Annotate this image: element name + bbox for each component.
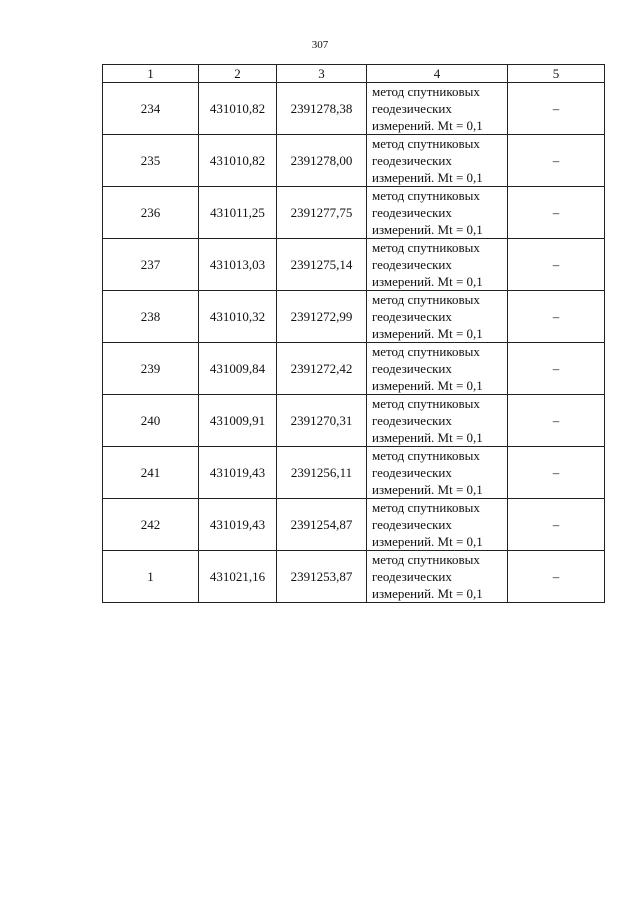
- header-col-2: 2: [199, 65, 277, 83]
- table-row: [103, 395, 605, 447]
- table-row: [103, 551, 605, 603]
- x-coordinate-cell: 431010,32: [199, 291, 277, 343]
- method-line: геодезических: [372, 413, 452, 428]
- table-header: [103, 65, 605, 83]
- method-line: измерений. Mt = 0,1: [372, 170, 483, 185]
- x-coordinate-cell: 431019,43: [199, 499, 277, 551]
- method-line: измерений. Mt = 0,1: [372, 534, 483, 549]
- note-cell: –: [508, 343, 605, 395]
- method-line: метод спутниковых: [372, 188, 480, 203]
- header-col-3: 3: [277, 65, 367, 83]
- y-coordinate-cell: 2391272,42: [277, 343, 367, 395]
- method-line: геодезических: [372, 101, 452, 116]
- method-line: измерений. Mt = 0,1: [372, 482, 483, 497]
- y-coordinate-cell: 2391277,75: [277, 187, 367, 239]
- note-cell: –: [508, 291, 605, 343]
- table-body: [103, 83, 605, 603]
- method-cell: [367, 83, 508, 135]
- point-number-cell: 1: [103, 551, 199, 603]
- y-coordinate-cell: 2391256,11: [277, 447, 367, 499]
- method-cell: [367, 135, 508, 187]
- x-coordinate-cell: 431013,03: [199, 239, 277, 291]
- point-number-cell: 241: [103, 447, 199, 499]
- table-row: [103, 135, 605, 187]
- table-row: [103, 187, 605, 239]
- x-coordinate-cell: 431009,91: [199, 395, 277, 447]
- table-row: [103, 447, 605, 499]
- coordinates-table: [102, 64, 605, 603]
- method-line: метод спутниковых: [372, 292, 480, 307]
- note-cell: –: [508, 187, 605, 239]
- point-number-cell: 239: [103, 343, 199, 395]
- method-line: метод спутниковых: [372, 84, 480, 99]
- method-cell: [367, 499, 508, 551]
- table-row: [103, 239, 605, 291]
- table-row: [103, 83, 605, 135]
- method-line: измерений. Mt = 0,1: [372, 430, 483, 445]
- note-cell: –: [508, 395, 605, 447]
- method-line: геодезических: [372, 257, 452, 272]
- note-cell: –: [508, 551, 605, 603]
- x-coordinate-cell: 431010,82: [199, 83, 277, 135]
- method-cell: [367, 291, 508, 343]
- note-cell: –: [508, 83, 605, 135]
- x-coordinate-cell: 431019,43: [199, 447, 277, 499]
- method-line: метод спутниковых: [372, 344, 480, 359]
- method-line: метод спутниковых: [372, 240, 480, 255]
- table-row: [103, 499, 605, 551]
- method-line: метод спутниковых: [372, 136, 480, 151]
- method-line: геодезических: [372, 153, 452, 168]
- y-coordinate-cell: 2391270,31: [277, 395, 367, 447]
- method-line: геодезических: [372, 569, 452, 584]
- note-cell: –: [508, 135, 605, 187]
- method-line: измерений. Mt = 0,1: [372, 222, 483, 237]
- method-line: геодезических: [372, 465, 452, 480]
- method-cell: [367, 551, 508, 603]
- header-col-5: 5: [508, 65, 605, 83]
- method-cell: [367, 447, 508, 499]
- y-coordinate-cell: 2391275,14: [277, 239, 367, 291]
- x-coordinate-cell: 431021,16: [199, 551, 277, 603]
- method-line: геодезических: [372, 309, 452, 324]
- point-number-cell: 240: [103, 395, 199, 447]
- point-number-cell: 238: [103, 291, 199, 343]
- method-line: геодезических: [372, 361, 452, 376]
- method-line: измерений. Mt = 0,1: [372, 274, 483, 289]
- note-cell: –: [508, 499, 605, 551]
- method-line: измерений. Mt = 0,1: [372, 326, 483, 341]
- method-cell: [367, 343, 508, 395]
- method-line: геодезических: [372, 517, 452, 532]
- y-coordinate-cell: 2391278,38: [277, 83, 367, 135]
- y-coordinate-cell: 2391253,87: [277, 551, 367, 603]
- method-line: метод спутниковых: [372, 500, 480, 515]
- table-row: [103, 343, 605, 395]
- x-coordinate-cell: 431010,82: [199, 135, 277, 187]
- method-line: метод спутниковых: [372, 552, 480, 567]
- method-cell: [367, 239, 508, 291]
- y-coordinate-cell: 2391278,00: [277, 135, 367, 187]
- y-coordinate-cell: 2391254,87: [277, 499, 367, 551]
- header-row: [103, 65, 605, 83]
- header-col-1: 1: [103, 65, 199, 83]
- method-line: метод спутниковых: [372, 448, 480, 463]
- header-col-4: 4: [367, 65, 508, 83]
- method-cell: [367, 187, 508, 239]
- point-number-cell: 236: [103, 187, 199, 239]
- method-cell: [367, 395, 508, 447]
- method-line: измерений. Mt = 0,1: [372, 586, 483, 601]
- y-coordinate-cell: 2391272,99: [277, 291, 367, 343]
- x-coordinate-cell: 431011,25: [199, 187, 277, 239]
- method-line: измерений. Mt = 0,1: [372, 118, 483, 133]
- page-number: 307: [311, 39, 329, 51]
- note-cell: –: [508, 447, 605, 499]
- table-row: [103, 291, 605, 343]
- point-number-cell: 235: [103, 135, 199, 187]
- point-number-cell: 242: [103, 499, 199, 551]
- point-number-cell: 237: [103, 239, 199, 291]
- method-line: геодезических: [372, 205, 452, 220]
- point-number-cell: 234: [103, 83, 199, 135]
- method-line: измерений. Mt = 0,1: [372, 378, 483, 393]
- note-cell: –: [508, 239, 605, 291]
- method-line: метод спутниковых: [372, 396, 480, 411]
- x-coordinate-cell: 431009,84: [199, 343, 277, 395]
